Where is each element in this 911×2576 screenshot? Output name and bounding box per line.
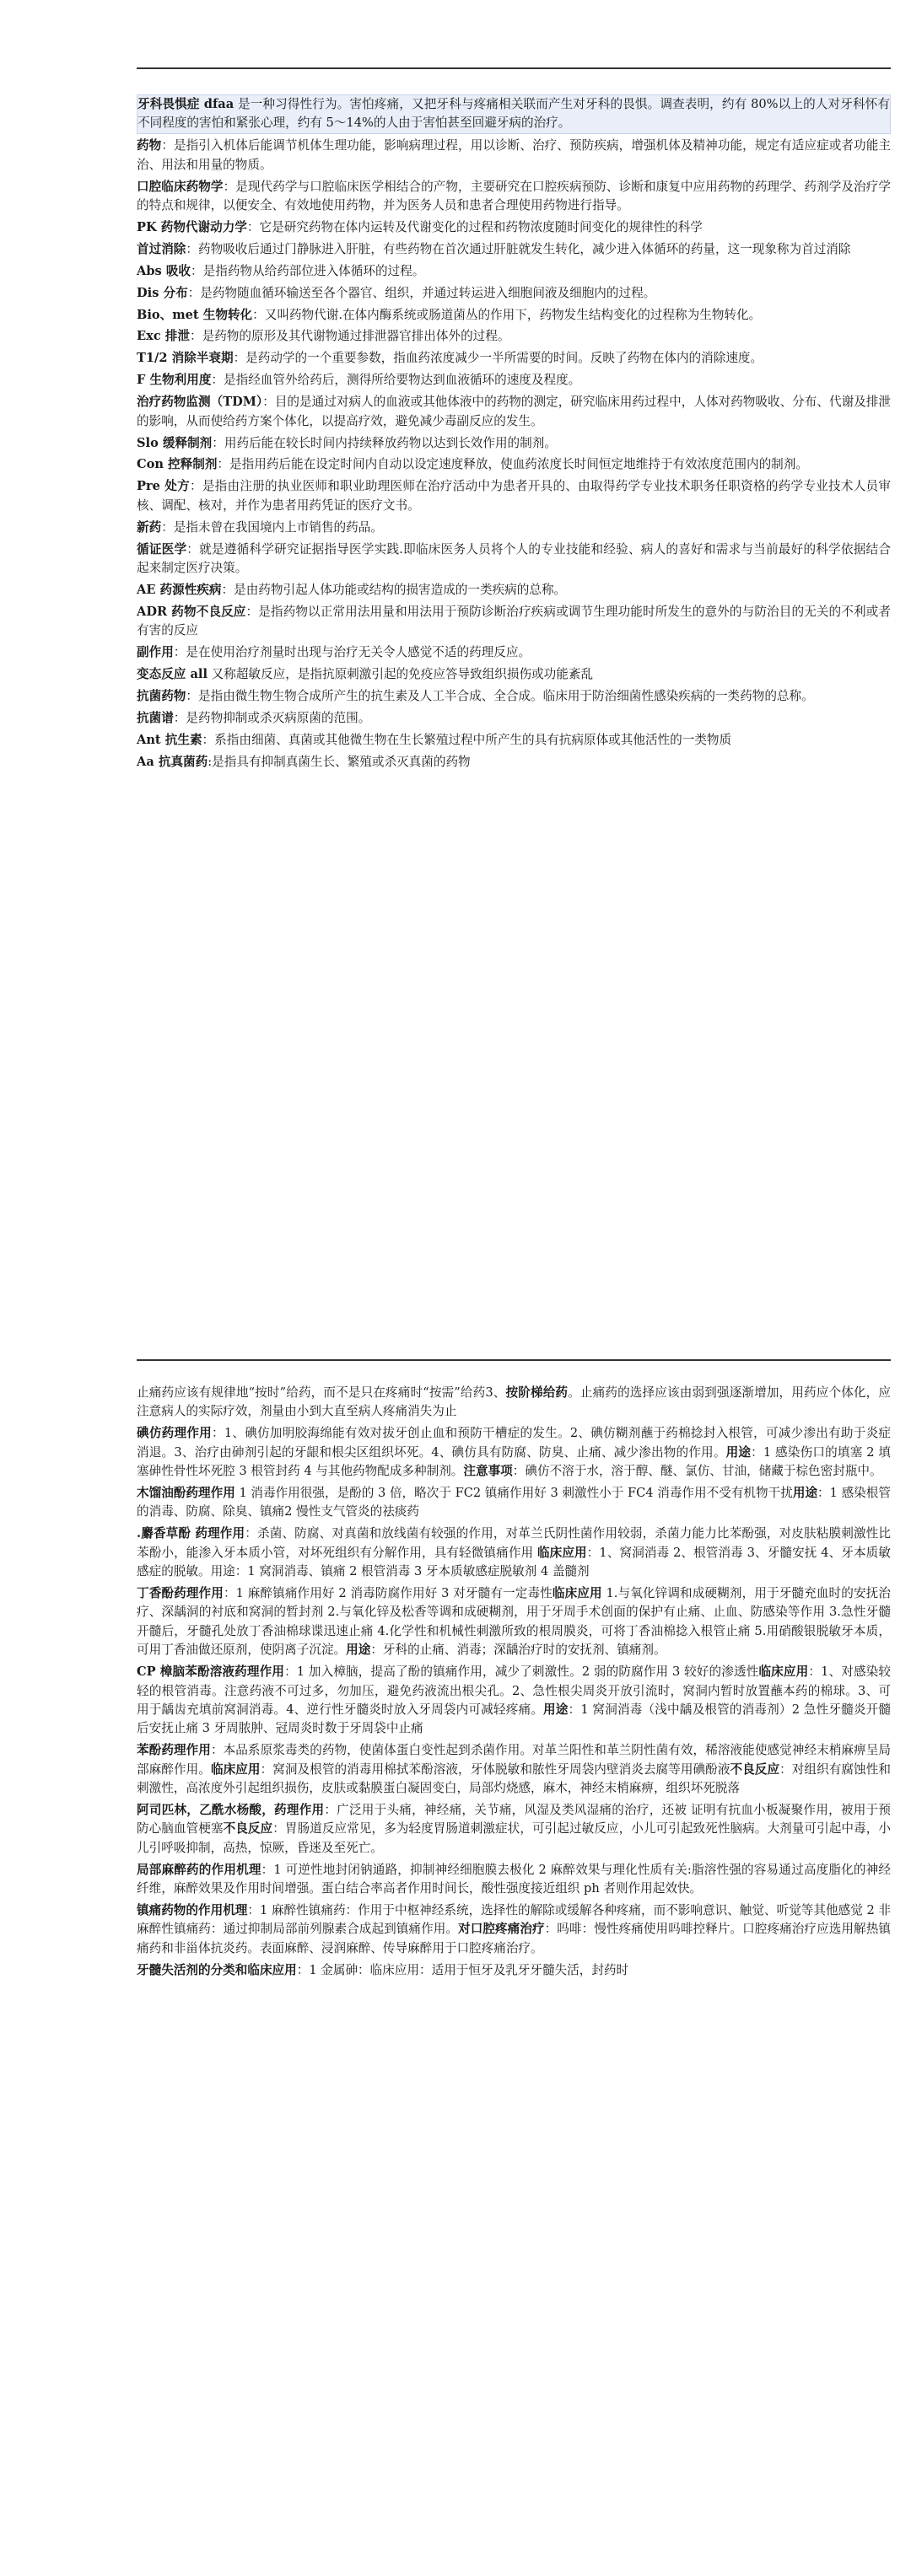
definition-paragraph (137, 643, 891, 662)
definition-paragraph (137, 349, 891, 368)
definition-sep: ： (252, 307, 265, 322)
definition-sep: ： (161, 138, 174, 153)
pharmacology-paragraph (137, 1861, 891, 1899)
section-heading: 注意事项 (463, 1464, 513, 1479)
definition-term: 变态反应 all (137, 666, 208, 681)
body-text: 止痛药应该有规律地“按时”给药，而不是只在疼痛时“按需”给药3、 (137, 1385, 506, 1400)
section-heading: 临床应用 (210, 1761, 261, 1777)
definition-term: Aa 抗真菌药 (137, 754, 208, 769)
definition-term: PK 药物代谢动力学 (137, 219, 247, 234)
body-text: ：1 金属砷：临床应用：适用于恒牙及乳牙牙髓失活，封药时 (296, 1962, 629, 1977)
definition-text: 是药物的原形及其代谢物通过排泄器官排出体外的过程。 (202, 329, 510, 344)
definition-paragraph (137, 731, 891, 750)
definition-sep: ： (212, 435, 224, 450)
section-heading: 临床应用 (758, 1664, 809, 1680)
definition-text: 又叫药物代谢.在体内酶系统或肠道菌丛的作用下，药物发生结构变化的过程称为生物转化。 (264, 307, 762, 322)
definition-paragraph (137, 306, 891, 325)
document-page-2 (137, 1384, 891, 1983)
body-text: ：1、碘仿加明胶海绵能有效对拔牙创止血和预防干槽症的发生。2、碘仿糊剂蘸于药棉捻封入根管，可减少渗出有助于炎症消退。3、治疗由砷剂引起的牙龈和根尖区组织坏死。4、碘仿具有防腐、防臭、止痛、减少渗出物的作用。 (137, 1426, 891, 1460)
section-heading: 对口腔疼痛治疗 (458, 1922, 545, 1937)
definition-sep: ： (245, 604, 259, 619)
definition-text: 又称超敏反应，是指抗原刺激引起的免疫应答导致组织损伤或功能紊乱 (211, 666, 594, 681)
definition-sep: ： (211, 373, 224, 388)
section-heading: 临床应用 (552, 1586, 602, 1601)
definition-term: AE 药源性疾病 (137, 582, 222, 597)
definition-term: 治疗药物监测（TDM） (137, 395, 263, 410)
section-heading: 按阶梯给药 (505, 1385, 569, 1400)
body-text: ：杀菌、防腐、对真菌和放线菌有较强的作用，对革兰氏阴性菌作用较弱，杀菌力能力比苯酚强，对皮肤粘膜刺激性比苯酚小，能渗入牙本质小管，对坏死组织有分解作用，具有轻微镇痛作用 (137, 1526, 891, 1560)
definition-text: 是指药物从给药部位进入体循环的过程。 (202, 263, 425, 278)
definition-term: Abs 吸收 (137, 263, 191, 278)
body-text: ：牙科的止痛、消毒；深龋治疗时的安抚剂、镇痛剂。 (370, 1643, 666, 1658)
definition-sep: ： (246, 219, 260, 234)
body-text: ：1 麻醉镇痛作用好 2 消毒防腐作用好 3 对牙髓有一定毒性 (223, 1586, 553, 1601)
definition-term: Dis 分布 (137, 285, 188, 300)
pharmacology-paragraph (137, 1801, 891, 1858)
definition-sep: ： (202, 732, 215, 747)
definition-term: 药物 (137, 138, 162, 153)
definition-text: 是一种习得性行为。害怕疼痛，又把牙科与疼痛相关联而产生对牙科的畏惧。调查表明，约有 80%以上的人对牙科怀有不同程度的害怕和紧张心理，约有 5～14%的人由于害怕甚至回避牙病的治疗。 (137, 97, 890, 131)
definition-term: 副作用 (137, 645, 174, 660)
definition-term: 抗菌药物 (137, 688, 186, 703)
body-text: ：1 加入樟脑，提高了酚的镇痛作用，减少了刺激性。2 弱的防腐作用 3 较好的渗透性 (284, 1664, 759, 1680)
definition-text: 是由药物引起人体功能或结构的损害造成的一类疾病的总称。 (234, 582, 567, 597)
definition-text: 是指经血管外给药后，测得所给要物达到血液循环的速度及程度。 (224, 373, 581, 388)
page-top-rule (137, 67, 891, 69)
definition-paragraph (137, 371, 891, 390)
definition-text: 就是遵循科学研究证据指导医学实践.即临床医务人员将个人的专业技能和经验、病人的喜好和需求与当前最好的科学依据结合起来制定医疗决策。 (137, 541, 891, 575)
definition-paragraph (137, 603, 891, 641)
definition-sep: ： (186, 541, 200, 557)
definition-paragraph (137, 262, 891, 281)
body-text: ：1、窝洞消毒 2、根管消毒 3、牙髓安抚 4、牙本质敏感症的脱敏。用途：1 窝洞消毒、镇痛 2 根管消毒 3 牙本质敏感症脱敏剂 4 盖髓剂 (137, 1545, 891, 1579)
definition-term: Pre 处方 (137, 479, 190, 494)
definition-text: 是指药物以正常用法用量和用法用于预防诊断治疗疾病或调节生理功能时所发生的意外的与防治目的无关的不利或者有害的反应 (137, 604, 891, 638)
definition-sep: ： (223, 179, 236, 194)
definition-sep: ： (173, 710, 186, 725)
definition-paragraph (137, 455, 891, 474)
definition-text: 是指用药后能在设定时间内自动以设定速度释放，使血药浓度长时间恒定地维持于有效浓度范围内的制剂。 (229, 457, 808, 472)
definition-paragraph (137, 581, 891, 600)
body-text: ：1 麻醉性镇痛药：作用于中枢神经系统，选择性的解除或缓解各种疼痛，而不影响意识、触觉、听觉等其他感觉 2 非麻醉性镇痛药：通过抑制局部前列腺素合成起到镇痛作用。 (137, 1903, 891, 1937)
definition-sep: ： (173, 645, 186, 660)
definition-term: ADR 药物不良反应 (137, 604, 246, 619)
body-text: ：1 感染根管的消毒、防腐、除臭、镇痛2 慢性支气管炎的祛痰药 (137, 1486, 891, 1519)
definition-term: Ant 抗生素 (137, 732, 202, 747)
definition-paragraph (137, 477, 891, 515)
definition-text: 它是研究药物在体内运转及代谢变化的过程和药物浓度随时间变化的规律性的科学 (259, 219, 703, 234)
section-heading: CP 樟脑苯酚溶液药理作用 (137, 1664, 285, 1680)
definition-sep: ： (191, 263, 203, 278)
definition-paragraph (137, 540, 891, 578)
definition-paragraph (137, 519, 891, 537)
definition-term: 牙科畏惧症 dfaa (137, 97, 234, 111)
section-heading: 镇痛药物的作用机理 (137, 1903, 248, 1918)
section-heading: 用途 (346, 1643, 371, 1658)
definition-term: 首过消除 (137, 241, 186, 256)
definition-term: T1/2 消除半衰期 (137, 351, 234, 366)
section-heading: 临床应用 (536, 1545, 587, 1560)
section-heading: 用途 (543, 1702, 569, 1717)
definition-text: 是药物随血循环输送至各个器官、组织，并通过转运进入细胞间液及细胞内的过程。 (200, 285, 656, 300)
section-heading: 丁香酚药理作用 (137, 1586, 224, 1601)
definition-sep: ： (262, 395, 275, 410)
body-text: ：本品系原浆毒类的药物，使菌体蛋白变性起到杀菌作用。对革兰阳性和革兰阴性菌有效，稀溶液能使感觉神经末梢麻痹呈局部麻醉作用。 (137, 1743, 891, 1777)
definition-paragraph (137, 218, 891, 237)
section-heading: 碘仿药理作用 (137, 1426, 213, 1441)
page-break-rule (137, 1359, 891, 1361)
pharmacology-paragraph (137, 1525, 891, 1581)
definition-text: 药物吸收后通过门静脉进入肝脏，有些药物在首次通过肝脏就发生转化，减少进入体循环的药量，这一现象称为首过消除 (198, 241, 851, 256)
definition-term: Con 控释制剂 (137, 457, 218, 472)
definition-term: 口腔临床药物学 (137, 179, 224, 194)
body-text: ：1、对感染较轻的根管消毒。注意药液不可过多，勿加压，避免药液流出根尖孔。2、急性根尖周炎开放引流时，窝洞内暂时放置蘸本药的棉球。3、可用于龋齿充填前窝洞消毒。4、逆行性牙髓炎时放入牙周袋内可减轻疼痛。 (137, 1664, 891, 1717)
section-heading: 用途 (725, 1444, 752, 1460)
definition-paragraph (137, 240, 891, 259)
definition-text: 用药后能在较长时间内持续释放药物以达到长效作用的制剂。 (224, 435, 557, 450)
definition-sep: ： (233, 351, 246, 366)
definition-term: 循证医学 (137, 541, 187, 557)
definition-text: 是指由微生物生物合成所产生的抗生素及人工半合成、全合成。临床用于防治细菌性感染疾病的一类药物的总称。 (198, 688, 814, 703)
pharmacology-paragraph (137, 1663, 891, 1739)
definition-text: 是在使用治疗剂量时出现与治疗无关令人感觉不适的药理反应。 (186, 645, 531, 660)
definition-paragraph (137, 284, 891, 303)
section-heading: 不良反应 (223, 1821, 273, 1837)
definition-paragraph (137, 709, 891, 728)
body-text: 1.与氧化锌调和成硬糊剂，用于牙髓充血时的安抚治疗、深龋洞的衬底和窝洞的暂封剂 2.与氧化锌及松香等调和成硬糊剂，用于牙周手术创面的保护有止痛、止血、防感染等作用 3.急性牙髓开髓后，牙髓孔处放丁香油棉球谍迅速止痛 4.化学性和机械性刺激所致的根周膜炎，可将丁香油棉捻入根管止痛 5.用硝酸银脱敏牙本质，可用丁香油做还原剂，使阴离子沉淀。 (137, 1586, 891, 1658)
body-text: 1 消毒作用很强，是酚的 3 倍，略次于 FC2 镇痛作用好 3 刺激性小于 FC4 消毒作用不受有机物干扰 (234, 1486, 793, 1501)
definition-sep: ： (221, 582, 234, 597)
section-heading: 用途 (792, 1486, 818, 1501)
definition-text: 系指由细菌、真菌或其他微生物在生长繁殖过程中所产生的具有抗病原体或其他活性的一类物质 (214, 732, 732, 747)
definition-paragraph (137, 665, 891, 684)
pharmacology-paragraph (137, 1741, 891, 1798)
document-page-1 (137, 94, 891, 775)
definition-term: F 生物利用度 (137, 373, 212, 388)
definition-paragraph (137, 178, 891, 216)
definition-paragraph (137, 327, 891, 346)
definition-text: 是指由注册的执业医师和职业助理医师在治疗活动中为患者开具的、由取得药学专业技术职务任职资格的药学专业技术人员审核、调配、核对，并作为患者用药凭证的医疗文书。 (137, 479, 891, 513)
definition-text: 是指未曾在我国境内上市销售的药品。 (173, 519, 383, 535)
definition-text: 是现代药学与口腔临床医学相结合的产物，主要研究在口腔疾病预防、诊断和康复中应用药物的药理学、药剂学及治疗学的特点和规律，以便安全、有效地使用药物，并为医务人员和患者合理使用药物进行指导。 (137, 179, 891, 213)
body-text: ：对组织有腐蚀性和刺激性，高浓度外引起组织损伤，皮肤或黏膜蛋白凝固变白，局部灼烧感，麻木，神经末梢麻痹，组织坏死脱落 (137, 1761, 891, 1796)
body-text: ：广泛用于头痛，神经痛，关节痛，风湿及类风湿痛的治疗，还被 证明有抗血小板凝聚作用，被用于预防心脑血管梗塞 (137, 1803, 891, 1837)
definition-text: 是指具有抑制真菌生长、繁殖或杀灭真菌的药物 (212, 754, 471, 769)
section-heading: 阿司匹林，乙酰水杨酸，药理作用 (137, 1803, 325, 1818)
definition-term: Exc 排泄 (137, 329, 190, 344)
pharmacology-paragraph (137, 1584, 891, 1660)
definition-term: 抗菌谱 (137, 710, 174, 725)
definition-paragraph (137, 753, 891, 772)
definition-paragraph (137, 393, 891, 431)
definition-sep: ： (187, 285, 201, 300)
definition-text: 目的是通过对病人的血液或其他体液中的药物的测定，研究临床用药过程中，人体对药物吸收、分布、代谢及排泄的影响，从而使给药方案个体化，以提高疗效，避免减少毒副反应的发生。 (137, 395, 891, 428)
body-text: 。止痛药的选择应该由弱到强逐渐增加，用药应个体化，应注意病人的实际疗效，剂量由小到大直至病人疼痛消失为止 (137, 1385, 891, 1419)
section-heading: 木馏油酚药理作用 (137, 1486, 235, 1501)
definition-paragraph-highlighted[interactable] (137, 94, 891, 134)
definition-sep: ： (161, 519, 174, 535)
pharmacology-paragraph (137, 1901, 891, 1958)
body-text: ：1 感染伤口的填塞 2 填塞砷性骨性坏死腔 3 根管封药 4 与其他药物配成多种制剂。 (137, 1444, 891, 1479)
definition-term: Slo 缓释制剂 (137, 435, 213, 450)
pharmacology-paragraph (137, 1424, 891, 1481)
body-text: ：1 窝洞消毒（浅中龋及根管的消毒剂）2 急性牙髓炎开髓后安抚止痛 3 牙周脓肿、冠周炎时数于牙周袋中止痛 (137, 1702, 891, 1736)
definition-text: 是药物抑制或杀灭病原菌的范围。 (186, 710, 371, 725)
definition-paragraph (137, 434, 891, 453)
body-text: ：胃肠道反应常见，多为轻度胃肠道刺激症状，可引起过敏反应，小儿可引起致死性脑病。大剂量可引起中毒，小儿引呼吸抑制，高热，惊厥，昏迷及至死亡。 (137, 1821, 891, 1855)
body-text: ：窝洞及根管的消毒用棉拭苯酚溶液，牙体脱敏和脓性牙周袋内壁消炎去腐等用碘酚液 (260, 1761, 730, 1777)
definition-sep: ： (189, 329, 202, 344)
section-heading: 局部麻醉药的作用机理 (137, 1862, 261, 1877)
section-heading: 苯酚药理作用 (137, 1743, 211, 1758)
section-heading: 不良反应 (730, 1761, 780, 1777)
definition-sep: ： (217, 457, 230, 472)
section-heading: 牙髓失活剂的分类和临床应用 (137, 1962, 297, 1977)
pharmacology-paragraph (137, 1484, 891, 1522)
definition-text: 是药动学的一个重要参数，指血药浓度减少一半所需要的时间。反映了药物在体内的消除速度。 (245, 351, 763, 366)
definition-sep: ： (186, 241, 198, 256)
definition-paragraph (137, 687, 891, 706)
pharmacology-paragraph (137, 1961, 891, 1980)
definition-sep: ： (186, 688, 198, 703)
body-text: ：碘仿不溶于水，溶于醇、醚、氯仿、甘油，储藏于棕色密封瓶中。 (512, 1464, 882, 1479)
definition-term: Bio、met 生物转化 (137, 307, 253, 322)
pharmacology-paragraph (137, 1384, 891, 1422)
definition-paragraph (137, 137, 891, 175)
body-text: ：吗啡：慢性疼痛使用吗啡控释片。口腔疼痛治疗应选用解热镇痛药和非甾体抗炎药。表面麻醉、浸润麻醉、传导麻醉用于口腔疼痛治疗。 (137, 1922, 891, 1955)
body-text: ：1 可逆性地封闭钠通路，抑制神经细胞膜去极化 2 麻醉效果与理化性质有关:脂溶性强的容易通过高度脂化的神经纤维，麻醉效果及作用时间增强。蛋白结合率高者作用时间长，酸性强度接近组织 ph 者则作用起效快。 (137, 1862, 891, 1896)
section-heading: .麝香草酚 药理作用 (137, 1526, 245, 1541)
definition-sep: ： (189, 479, 202, 494)
definition-term: 新药 (137, 519, 162, 535)
definition-text: 是指引入机体后能调节机体生理功能，影响病理过程，用以诊断、治疗、预防疾病，增强机体及精神功能，规定有适应症或者功能主治、用法和用量的物质。 (137, 138, 891, 172)
definition-sep: : (208, 754, 213, 769)
